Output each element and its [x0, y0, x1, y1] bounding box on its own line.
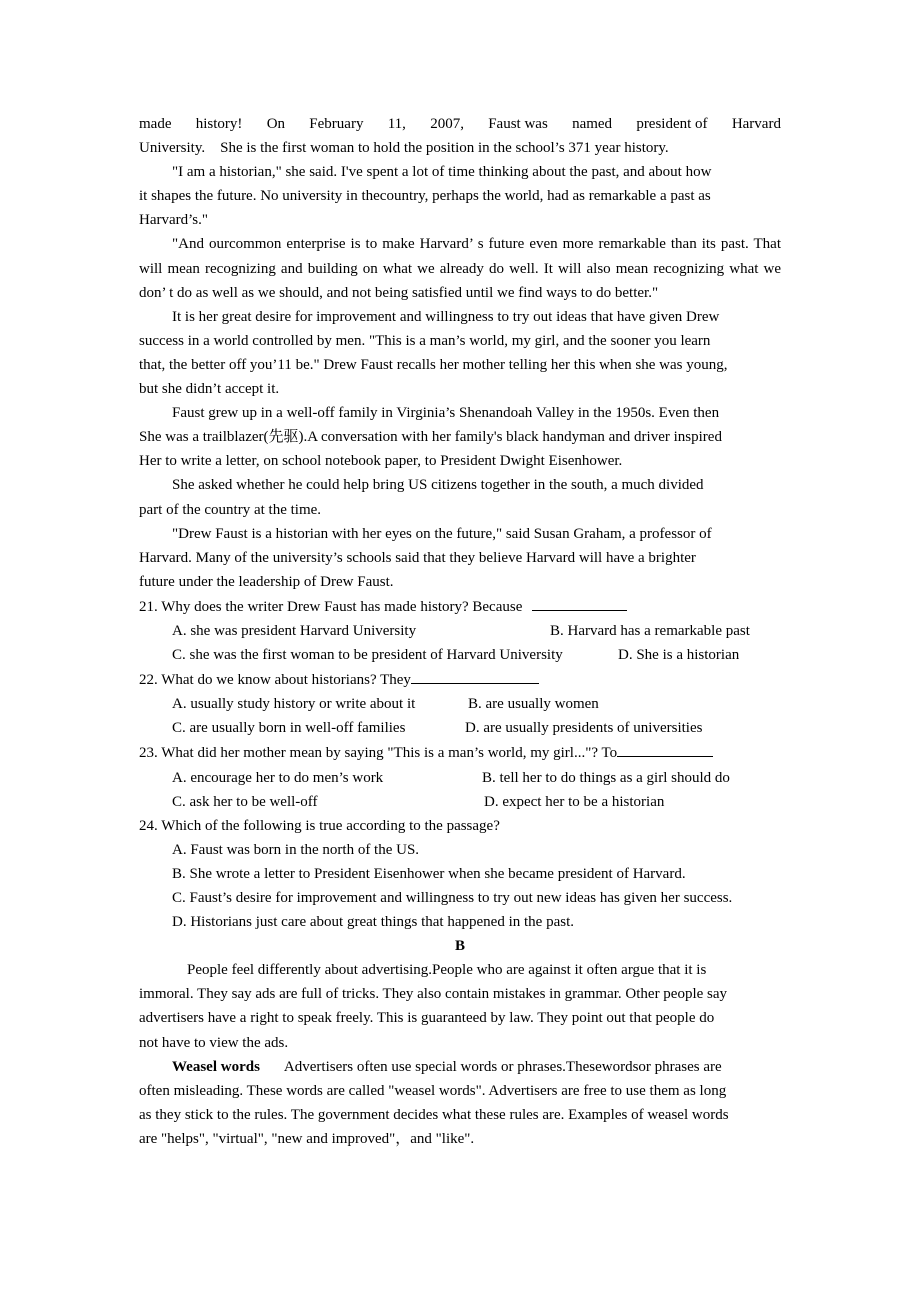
weasel-words-title: Weasel words — [172, 1058, 260, 1075]
passage-a-paragraph-1 — [139, 112, 781, 160]
answer-blank — [617, 740, 713, 757]
passage-a-paragraph-5: Faust grew up in a well-off family in Virginia’s Shenandoah Valley in the 1950s. Even then She was a trailblazer(先驱).A conversation with her family's black handyman and driver inspired Her to write a letter, on school notebook paper, to President Dwight Eisenhower. — [139, 405, 722, 470]
option-b: B. Harvard has a remarkable past — [550, 622, 750, 639]
option-a: A. she was president Harvard University — [172, 622, 417, 639]
p1-line-1: made history! On February 11, 2007, Faust was named president of Harvard — [139, 116, 781, 132]
passage-a-paragraph-2: "I am a historian," she said. I've spent a lot of time thinking about the past, and about how it shapes the future. No university in thecountry, perhaps the world, had as remarkable a past as Harvard’s." — [139, 164, 712, 229]
option-a: A. encourage her to do men’s work — [172, 769, 384, 786]
question-23 — [139, 740, 781, 813]
passage-b-paragraph-1: People feel differently about advertising.People who are against it often argue that it is immoral. They say ads are full of tricks. They also contain mistakes in grammar. Other people say advertisers have a right to speak freely. This is guaranteed by law. They point out that people do not have to view the ads. — [139, 962, 728, 1051]
passage-a-paragraph-3: "And ourcommon enterprise is to make Harvard’ s future even more remarkable than its past. That will mean recognizing and building on what we already do well. It will also mean recognizing what we don’ t do as well as we should, and not being satisfied until we find ways to do better." — [139, 236, 781, 301]
option-a: A. usually study history or write about it — [172, 696, 416, 713]
option-d: D. are usually presidents of universities — [465, 720, 703, 737]
document-page — [139, 112, 781, 1151]
answer-blank — [532, 594, 627, 611]
passage-a-paragraph-6: She asked whether he could help bring US citizens together in the south, a much divided part of the country at the time. — [139, 477, 704, 518]
question-22 — [139, 667, 781, 740]
option-b: B. tell her to do things as a girl should do — [482, 769, 730, 786]
question-22-stem: 22. What do we know about historians? They — [139, 672, 411, 689]
option-b: B. She wrote a letter to President Eisenhower when she became president of Harvard. — [172, 865, 686, 882]
question-23-stem: 23. What did her mother mean by saying "This is a man’s world, my girl..."? To — [139, 745, 618, 762]
question-24-stem: 24. Which of the following is true according to the passage? — [139, 817, 500, 834]
option-d: D. She is a historian — [618, 647, 740, 664]
option-d: D. expect her to be a historian — [484, 793, 665, 810]
option-d: D. Historians just care about great things that happened in the past. — [172, 914, 574, 931]
question-21-stem: 21. Why does the writer Drew Faust has made history? Because — [139, 598, 523, 615]
option-c: C. are usually born in well-off families — [172, 720, 406, 737]
passage-a-paragraph-7: "Drew Faust is a historian with her eyes on the future," said Susan Graham, a professor of Harvard. Many of the university’s schools said that they believe Harvard will have a brighter future under the leadership of Drew Faust. — [139, 525, 712, 590]
option-c: C. she was the first woman to be president of Harvard University — [172, 647, 563, 664]
section-heading-b: B — [454, 938, 465, 955]
question-24 — [139, 814, 781, 934]
answer-blank — [411, 667, 539, 684]
question-21 — [139, 594, 781, 667]
p1-line-2: University. She is the first woman to hold the position in the school’s 371 year history. — [139, 140, 669, 157]
passage-a-paragraph-4: It is her great desire for improvement and willingness to try out ideas that have given Drew success in a world controlled by men. "This is a man’s world, my girl, and the sooner you learn that, the better off you’11 be." Drew Faust recalls her mother telling her this when she was young, but she didn’t accept it. — [139, 308, 728, 398]
option-b: B. are usually women — [468, 696, 599, 713]
option-c: C. ask her to be well-off — [172, 793, 318, 810]
option-a: A. Faust was born in the north of the US. — [172, 841, 420, 858]
passage-b-paragraph-2: Weasel words Advertisers often use special words or phrases.Thesewordsor phrases are often misleading. These words are called "weasel words". Advertisers are free to use them as long as they stick to the rules. The government decides what these rules are. Examples of weasel words are "helps", "virtual", "new and improved"，and "like". — [139, 1058, 729, 1147]
option-c: C. Faust’s desire for improvement and willingness to try out new ideas has given her success. — [172, 890, 733, 906]
